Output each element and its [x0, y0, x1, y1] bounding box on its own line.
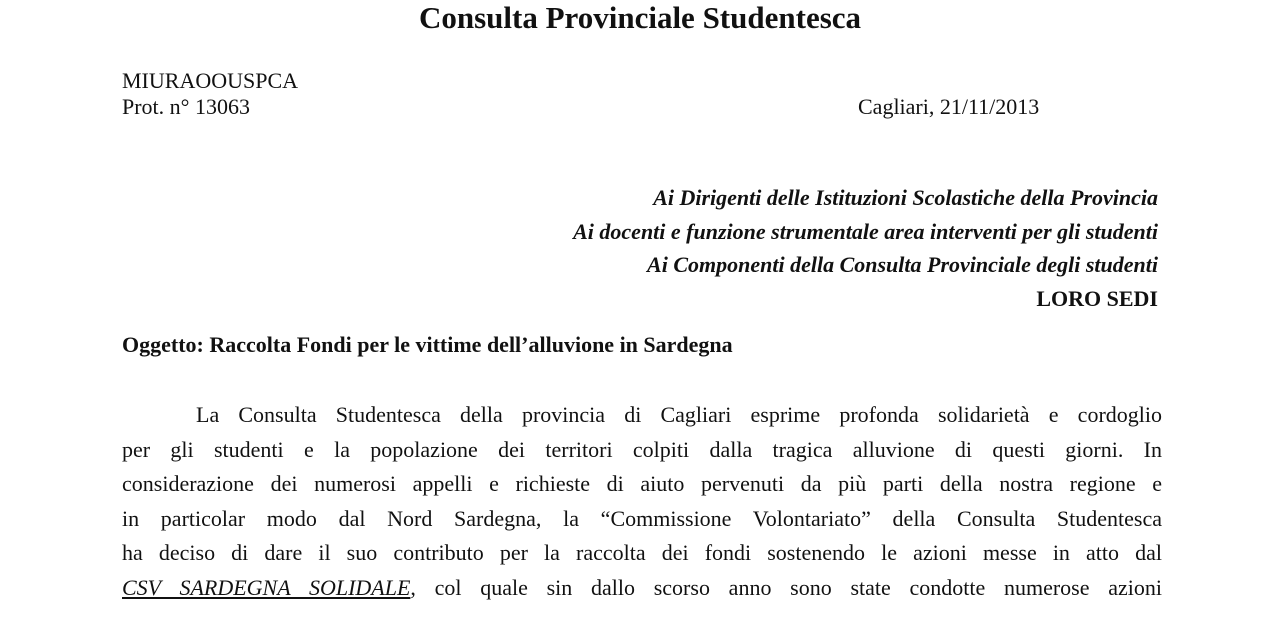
body-line: La Consulta Studentesca della provincia di Cagliari esprime profonda solidarietà e cordoglio [196, 402, 1162, 427]
body-paragraph [122, 398, 1162, 605]
recipients-closing: LORO SEDI [1036, 285, 1158, 311]
page-title: Consulta Provinciale Studentesca [418, 0, 862, 35]
protocol-number: Prot. n° 13063 [122, 94, 250, 119]
recipient-line: Ai docenti e funzione strumentale area interventi per gli studenti [573, 218, 1158, 244]
body-line-last-rest: , col quale sin dallo scorso anno sono state condotte numerose azioni [410, 574, 1162, 600]
recipient-line: Ai Componenti della Consulta Provinciale degli studenti [647, 252, 1158, 277]
body-line: considerazione dei numerosi appelli e richieste di aiuto pervenuti da più parti della nostra regione e [122, 471, 1162, 496]
subject-line: Oggetto: Raccolta Fondi per le vittime dell’alluvione in Sardegna [122, 332, 733, 357]
place-date: Cagliari, 21/11/2013 [858, 94, 1040, 119]
body-line: in particolar modo dal Nord Sardegna, la “Commissione Volontariato” della Consulta Studentesca [122, 505, 1162, 531]
recipients-block [573, 181, 1158, 315]
body-line: per gli studenti e la popolazione dei territori colpiti dalla tragica alluvione di questi giorni. In [122, 436, 1162, 462]
office-code: MIURAOOUSPCA [122, 68, 299, 93]
reference-block [122, 68, 298, 120]
body-line: ha deciso di dare il suo contributo per la raccolta dei fondi sostenendo le azioni messe in atto dal [122, 540, 1162, 565]
body-line-last [122, 571, 1162, 606]
recipient-line: Ai Dirigenti delle Istituzioni Scolastiche della Provincia [653, 185, 1158, 210]
csv-name: CSV SARDEGNA SOLIDALE [122, 574, 411, 600]
